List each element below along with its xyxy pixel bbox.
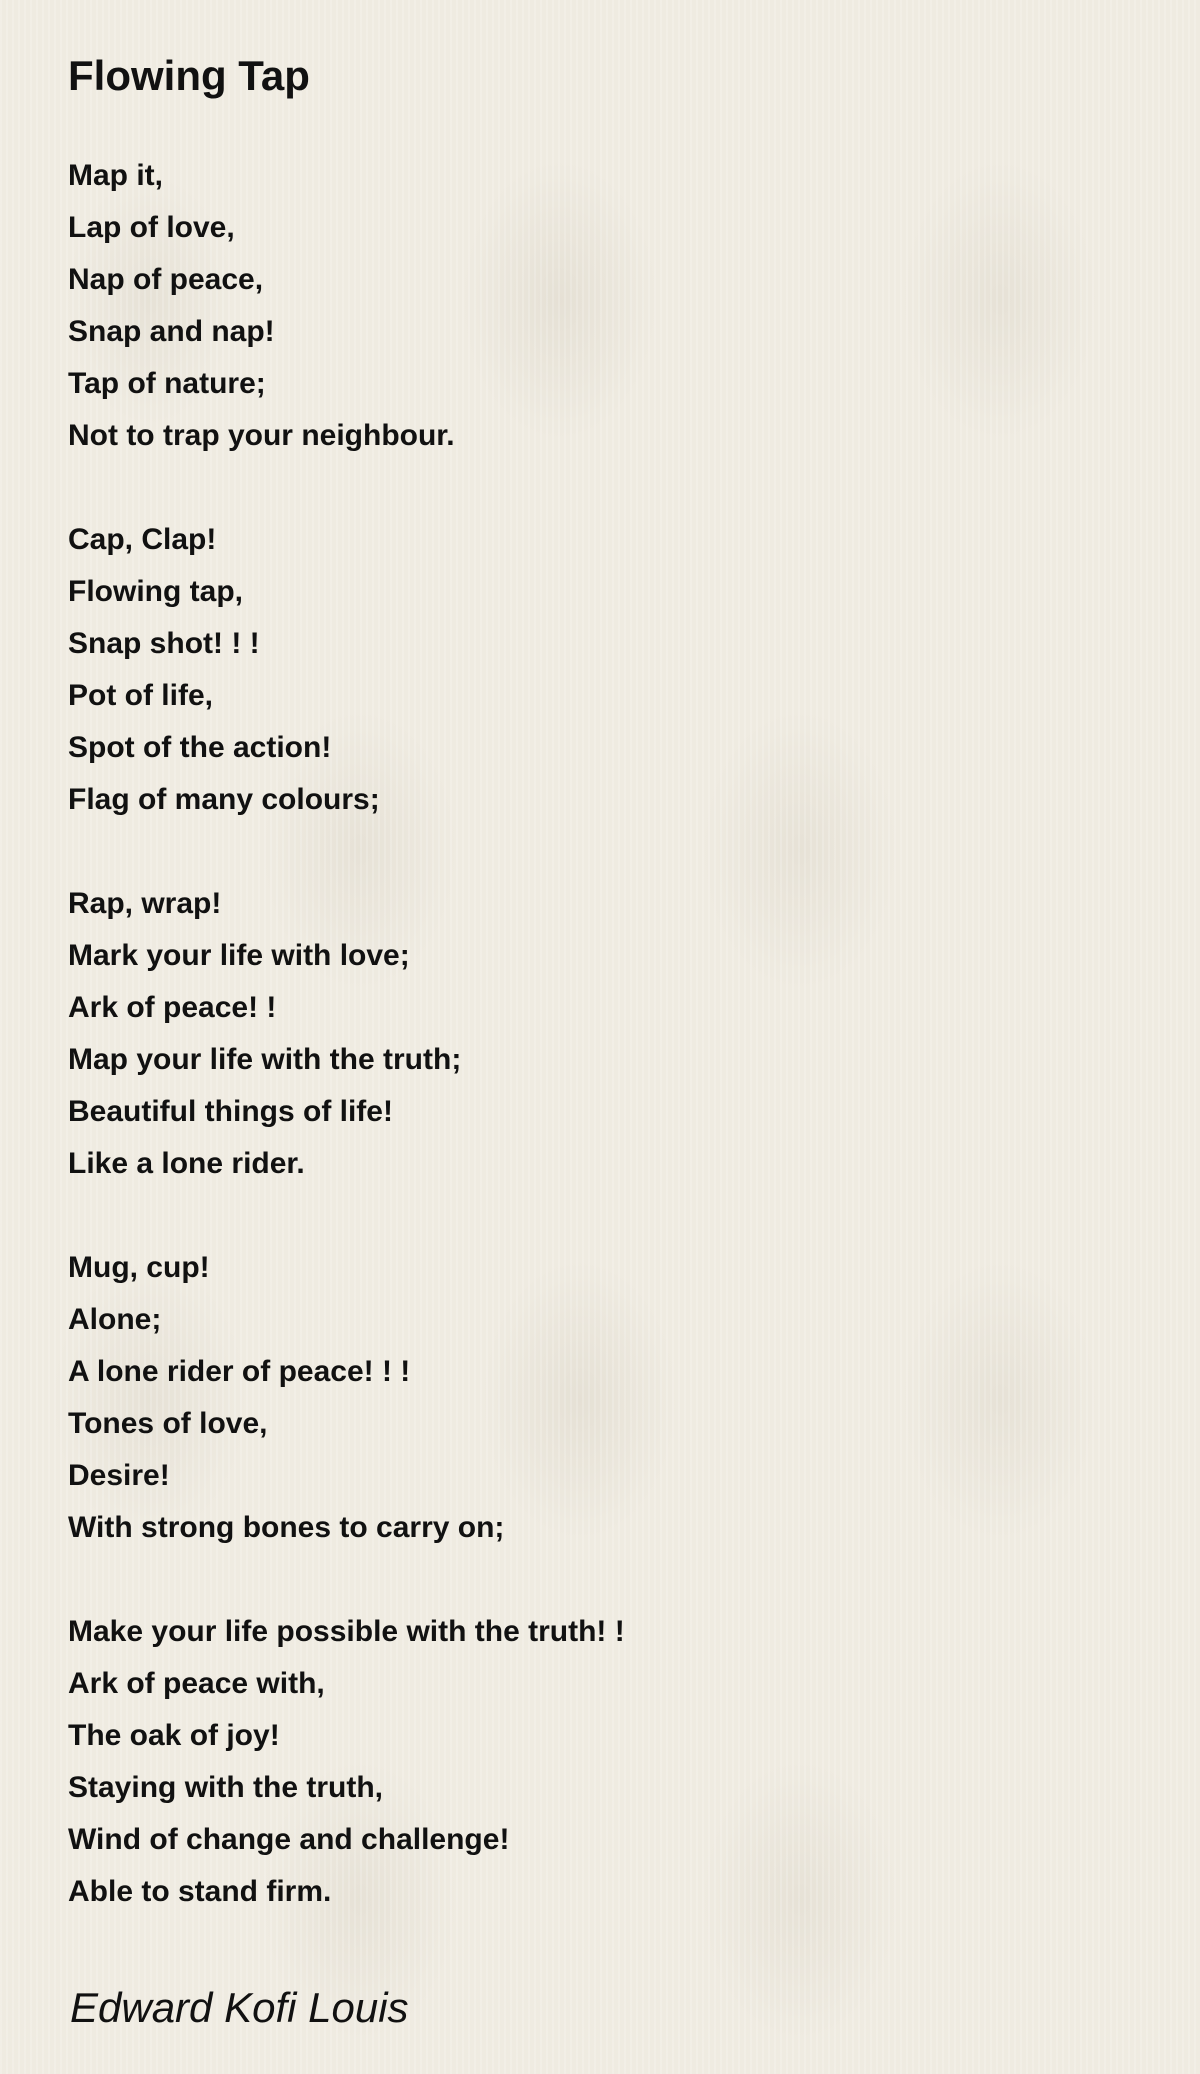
stanza xyxy=(68,514,1128,826)
poem-line: With strong bones to carry on; xyxy=(68,1511,505,1544)
poem-line: Mark your life with love; xyxy=(68,939,410,972)
poem-line: Flag of many colours; xyxy=(68,783,380,816)
poem-line: Tones of love, xyxy=(68,1407,268,1440)
poem-line: Ark of peace! ! xyxy=(68,991,277,1024)
poem-line: Rap, wrap! xyxy=(68,887,222,920)
poem-line: Tap of nature; xyxy=(68,367,266,400)
poem-body xyxy=(68,150,1128,1918)
poem-line: Alone; xyxy=(68,1303,162,1336)
poem-line: Cap, Clap! xyxy=(68,523,217,556)
poem-line: Beautiful things of life! xyxy=(68,1095,393,1128)
poem-line: The oak of joy! xyxy=(68,1719,280,1752)
poem-line: Make your life possible with the truth! ! xyxy=(68,1615,625,1648)
poem-title: Flowing Tap xyxy=(68,52,310,99)
stanza xyxy=(68,1242,1128,1554)
stanza xyxy=(68,878,1128,1190)
poem-line: Like a lone rider. xyxy=(68,1147,305,1180)
poem-line: Mug, cup! xyxy=(68,1251,210,1284)
poem-line: Pot of life, xyxy=(68,679,213,712)
poem-line: Able to stand firm. xyxy=(68,1875,332,1908)
poem-line: Spot of the action! xyxy=(68,731,332,764)
poem-line: Map your life with the truth; xyxy=(68,1043,462,1076)
poem-line: Desire! xyxy=(68,1459,170,1492)
poem-author: Edward Kofi Louis xyxy=(70,1984,409,2031)
poem-line: Wind of change and challenge! xyxy=(68,1823,510,1856)
poem-line: A lone rider of peace! ! ! xyxy=(68,1355,411,1388)
stanza xyxy=(68,150,1128,462)
poem-line: Nap of peace, xyxy=(68,263,264,296)
poem-line: Staying with the truth, xyxy=(68,1771,383,1804)
poem-line: Snap and nap! xyxy=(68,315,275,348)
poem-line: Ark of peace with, xyxy=(68,1667,325,1700)
poem-line: Snap shot! ! ! xyxy=(68,627,260,660)
stanza xyxy=(68,1606,1128,1918)
poem-line: Flowing tap, xyxy=(68,575,243,608)
poem-container xyxy=(68,48,1128,2036)
poem-line: Lap of love, xyxy=(68,211,235,244)
poem-line: Not to trap your neighbour. xyxy=(68,419,455,452)
poem-line: Map it, xyxy=(68,159,163,192)
